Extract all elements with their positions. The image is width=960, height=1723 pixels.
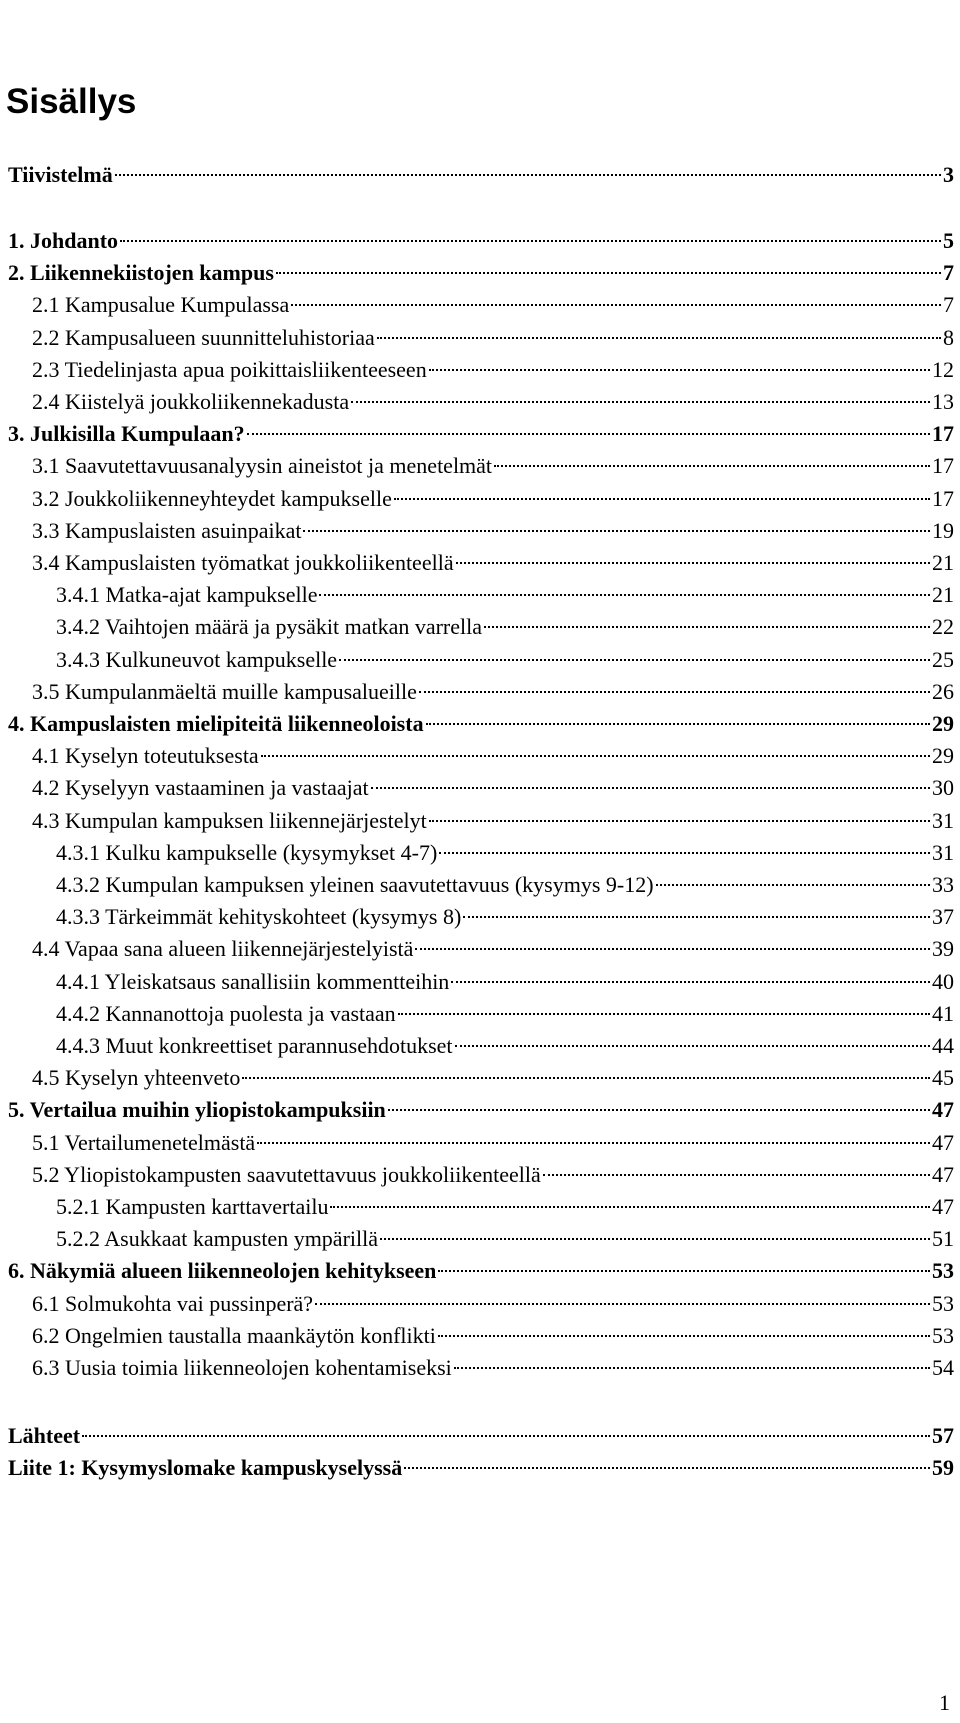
dot-leader <box>394 498 930 500</box>
toc-entry[interactable] <box>8 868 954 902</box>
toc-entry-label: 3.1 Saavutettavuusanalyysin aineistot ja menetelmät <box>32 453 493 478</box>
toc-entry[interactable] <box>8 1029 954 1063</box>
toc-entry-page: 13 <box>932 389 954 414</box>
toc-entry[interactable] <box>8 417 954 451</box>
toc-entry-page: 17 <box>932 486 954 511</box>
toc-entry-page: 53 <box>932 1323 954 1348</box>
dot-leader <box>398 1013 930 1015</box>
toc-entry-label: 2.4 Kiistelyä joukkoliikennekadusta <box>32 389 350 414</box>
toc-entry-page: 39 <box>932 936 954 961</box>
toc-entry-label: 2.1 Kampusalue Kumpulassa <box>32 292 290 317</box>
toc-entry-page: 33 <box>932 872 954 897</box>
toc-entry-label: 4. Kampuslaisten mielipiteitä liikenneoloista <box>8 711 424 736</box>
dot-leader <box>120 240 941 242</box>
dot-leader <box>82 1435 930 1437</box>
toc-entry[interactable] <box>8 1451 954 1485</box>
toc-entry-label: 6.1 Solmukohta vai pussinperä? <box>32 1291 314 1316</box>
toc-entry[interactable] <box>8 578 954 612</box>
toc-entry-label: 4.3 Kumpulan kampuksen liikennejärjestelyt <box>32 808 427 833</box>
toc-entry-page: 57 <box>932 1423 954 1448</box>
dot-leader <box>454 1367 930 1369</box>
page-number: 1 <box>939 1690 950 1715</box>
toc-entry-label: Liite 1: Kysymyslomake kampuskyselyssä <box>8 1455 403 1480</box>
toc-entry-page: 7 <box>943 260 954 285</box>
toc-entry-page: 41 <box>932 1001 954 1026</box>
toc-entry[interactable] <box>8 1126 954 1160</box>
toc-entry-page: 19 <box>932 518 954 543</box>
toc-entry[interactable] <box>8 514 954 548</box>
dot-leader <box>388 1109 930 1111</box>
dot-leader <box>429 820 930 822</box>
toc-entry-label: 5.2.2 Asukkaat kampusten ympärillä <box>56 1226 378 1251</box>
toc-entry-label: 1. Johdanto <box>8 228 119 253</box>
toc-entry[interactable] <box>8 739 954 773</box>
dot-leader <box>291 304 941 306</box>
toc-entry-label: 2.3 Tiedelinjasta apua poikittaisliikenteeseen <box>32 357 427 382</box>
toc-entry-label: 2. Liikennekiistojen kampus <box>8 260 274 285</box>
dot-leader <box>247 433 930 435</box>
toc-entry-label: 3. Julkisilla Kumpulaan? <box>8 421 245 446</box>
toc-entry[interactable] <box>8 321 954 355</box>
toc-entry[interactable] <box>8 1319 954 1353</box>
toc-entry-label: 4.4.2 Kannanottoja puolesta ja vastaan <box>56 1001 396 1026</box>
toc-entry[interactable] <box>8 546 954 580</box>
toc-entry-page: 21 <box>932 582 954 607</box>
toc-entry-page: 51 <box>932 1226 954 1251</box>
dot-leader <box>429 369 930 371</box>
toc-entry[interactable] <box>8 610 954 644</box>
toc-entry[interactable] <box>8 900 954 934</box>
dot-leader <box>330 1206 930 1208</box>
dot-leader <box>439 852 930 854</box>
toc-entry-label: 3.5 Kumpulanmäeltä muille kampusalueille <box>32 679 417 704</box>
dot-leader <box>242 1077 930 1079</box>
toc-entry-page: 37 <box>932 904 954 929</box>
toc-entry-label: 4.4.3 Muut konkreettiset parannusehdotukset <box>56 1033 453 1058</box>
dot-leader <box>455 1045 930 1047</box>
dot-leader <box>451 981 930 983</box>
toc-entry-page: 29 <box>932 743 954 768</box>
toc-entry-page: 21 <box>932 550 954 575</box>
toc-entry[interactable] <box>8 1061 954 1095</box>
toc-entry-label: 4.3.1 Kulku kampukselle (kysymykset 4-7) <box>56 840 438 865</box>
toc-entry[interactable] <box>8 932 954 966</box>
dot-leader <box>276 272 941 274</box>
dot-leader <box>419 691 930 693</box>
dot-leader <box>438 1335 930 1337</box>
toc-entry[interactable] <box>8 449 954 483</box>
toc-entry[interactable] <box>8 1190 954 1224</box>
toc-entry-label: 2.2 Kampusalueen suunnitteluhistoriaa <box>32 325 375 350</box>
toc-entry-label: 5.2.1 Kampusten karttavertailu <box>56 1194 329 1219</box>
toc-entry-page: 17 <box>932 453 954 478</box>
toc-entry-label: 5.2 Yliopistokampusten saavutettavuus joukkoliikenteellä <box>32 1162 541 1187</box>
toc-entry[interactable] <box>8 256 954 290</box>
dot-leader <box>404 1467 930 1469</box>
dot-leader <box>543 1174 930 1176</box>
dot-leader <box>351 401 930 403</box>
toc-entry-page: 5 <box>943 228 954 253</box>
toc-entry-label: 3.3 Kampuslaisten asuinpaikat <box>32 518 302 543</box>
toc-entry-page: 54 <box>932 1355 954 1380</box>
toc-entry-label: 4.1 Kyselyn toteutuksesta <box>32 743 259 768</box>
dot-leader <box>484 626 930 628</box>
toc-entry-label: 3.4 Kampuslaisten työmatkat joukkoliikenteellä <box>32 550 454 575</box>
toc-entry-label: 5.1 Vertailumenetelmästä <box>32 1130 256 1155</box>
toc-entry[interactable] <box>8 385 954 419</box>
toc-entry[interactable] <box>8 771 954 805</box>
toc-entry[interactable] <box>8 1222 954 1256</box>
toc-entry[interactable] <box>8 965 954 999</box>
toc-entry[interactable] <box>8 804 954 838</box>
toc-entry-label: Tiivistelmä <box>8 162 113 187</box>
toc-entry[interactable] <box>8 482 954 516</box>
toc-entry-page: 8 <box>943 325 954 350</box>
dot-leader <box>339 659 930 661</box>
toc-entry-page: 40 <box>932 969 954 994</box>
toc-entry[interactable] <box>8 1287 954 1321</box>
toc-entry-label: 6.2 Ongelmien taustalla maankäytön konflikti <box>32 1323 436 1348</box>
page-title: Sisällys <box>6 82 137 121</box>
dot-leader <box>371 787 930 789</box>
toc-entry-label: 6. Näkymiä alueen liikenneolojen kehitykseen <box>8 1258 437 1283</box>
dot-leader <box>656 884 930 886</box>
toc-entry-page: 47 <box>932 1097 954 1122</box>
dot-leader <box>377 337 941 339</box>
toc-entry-page: 29 <box>932 711 954 736</box>
toc-entry-page: 53 <box>932 1258 954 1283</box>
dot-leader <box>426 723 930 725</box>
dot-leader <box>261 755 930 757</box>
toc-entry-label: 4.3.2 Kumpulan kampuksen yleinen saavutettavuus (kysymys 9-12) <box>56 872 654 897</box>
toc-entry-page: 30 <box>932 775 954 800</box>
toc-entry[interactable] <box>8 288 954 322</box>
toc-entry[interactable] <box>8 643 954 677</box>
toc-entry-page: 25 <box>932 647 954 672</box>
toc-entry[interactable] <box>8 353 954 387</box>
toc-entry-page: 45 <box>932 1065 954 1090</box>
toc-entry-label: 3.2 Joukkoliikenneyhteydet kampukselle <box>32 486 392 511</box>
dot-leader <box>463 916 930 918</box>
toc-entry[interactable] <box>8 1419 954 1453</box>
toc-entry-page: 47 <box>932 1194 954 1219</box>
toc-entry-page: 47 <box>932 1130 954 1155</box>
toc-entry-page: 17 <box>932 421 954 446</box>
dot-leader <box>494 465 930 467</box>
dot-leader <box>257 1142 930 1144</box>
toc-entry[interactable] <box>8 1093 954 1127</box>
toc-entry-page: 7 <box>943 292 954 317</box>
toc-entry-label: 4.2 Kyselyyn vastaaminen ja vastaajat <box>32 775 369 800</box>
toc-entry-page: 22 <box>932 614 954 639</box>
toc-entry-label: 4.4 Vapaa sana alueen liikennejärjestelyistä <box>32 936 414 961</box>
toc-entry-page: 26 <box>932 679 954 704</box>
toc-entry-label: 4.3.3 Tärkeimmät kehityskohteet (kysymys 8) <box>56 904 462 929</box>
toc-entry-label: 4.5 Kyselyn yhteenveto <box>32 1065 241 1090</box>
toc-entry-page: 3 <box>943 162 954 187</box>
toc-entry-page: 53 <box>932 1291 954 1316</box>
toc-entry-label: 6.3 Uusia toimia liikenneolojen kohentamiseksi <box>32 1355 452 1380</box>
toc-entry[interactable] <box>8 224 954 258</box>
toc-entry-label: 3.4.2 Vaihtojen määrä ja pysäkit matkan varrella <box>56 614 483 639</box>
toc-entry-label: Lähteet <box>8 1423 81 1448</box>
toc-entry-label: 5. Vertailua muihin yliopistokampuksiin <box>8 1097 386 1122</box>
toc-entry[interactable] <box>8 675 954 709</box>
dot-leader <box>319 594 930 596</box>
toc-entry-label: 3.4.3 Kulkuneuvot kampukselle <box>56 647 338 672</box>
dot-leader <box>438 1270 930 1272</box>
toc-entry-page: 31 <box>932 808 954 833</box>
toc-entry-label: 3.4.1 Matka-ajat kampukselle <box>56 582 318 607</box>
dot-leader <box>380 1238 930 1240</box>
dot-leader <box>456 562 930 564</box>
dot-leader <box>303 530 930 532</box>
toc-entry[interactable] <box>8 1254 954 1288</box>
toc-entry[interactable] <box>8 997 954 1031</box>
dot-leader <box>115 174 941 176</box>
toc-entry-page: 31 <box>932 840 954 865</box>
toc-entry-page: 12 <box>932 357 954 382</box>
toc-entry[interactable] <box>8 158 954 192</box>
toc-entry-page: 44 <box>932 1033 954 1058</box>
toc-entry-label: 4.4.1 Yleiskatsaus sanallisiin kommentteihin <box>56 969 450 994</box>
toc-entry[interactable] <box>8 836 954 870</box>
dot-leader <box>315 1303 930 1305</box>
toc-entry[interactable] <box>8 1351 954 1385</box>
dot-leader <box>415 948 930 950</box>
toc-entry[interactable] <box>8 707 954 741</box>
toc-entry[interactable] <box>8 1158 954 1192</box>
toc-entry-page: 47 <box>932 1162 954 1187</box>
toc-entry-page: 59 <box>932 1455 954 1480</box>
